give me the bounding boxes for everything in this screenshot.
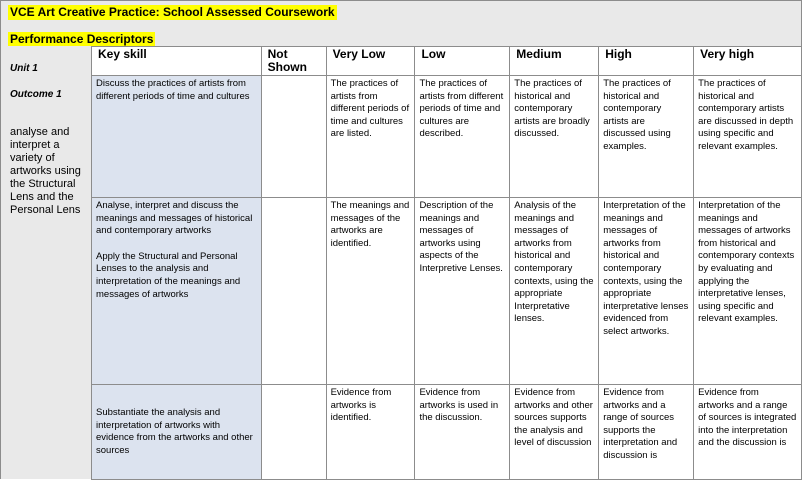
very-low-cell: Evidence from artworks is identified. bbox=[326, 385, 415, 480]
column-header-very-low: Very Low bbox=[326, 47, 415, 76]
page-header bbox=[0, 0, 802, 46]
key-skill-cell bbox=[92, 198, 262, 385]
column-header-key-skill: Key skill bbox=[92, 47, 262, 76]
key-skill-text: Discuss the practices of artists from different periods of time and cultures bbox=[96, 78, 250, 102]
document-title: VCE Art Creative Practice: School Assessed Coursework bbox=[10, 5, 335, 19]
low-cell: The practices of artists from different periods of time and cultures are described. bbox=[415, 76, 510, 198]
column-header-not-shown: Not Shown bbox=[261, 47, 326, 76]
very-high-cell: Evidence from artworks and a range of sources is integrated into the interpretation and the discussion is bbox=[694, 385, 802, 480]
key-skill-text: Analyse, interpret and discuss the meanings and messages of historical and contemporary artworks bbox=[96, 200, 253, 237]
low-cell: Description of the meanings and messages of artworks using aspects of the Interpretive Lenses. bbox=[415, 198, 510, 385]
unit-label: Unit 1 bbox=[10, 63, 38, 74]
unit-outcome-column bbox=[0, 46, 91, 479]
high-cell: The practices of historical and contemporary artists are discussed using examples. bbox=[599, 76, 694, 198]
column-header-medium: Medium bbox=[510, 47, 599, 76]
very-high-cell: Interpretation of the meanings and messages of artworks from historical and contemporary contexts by evaluating and applying the interpretative lenses, using specific and relevant examples. bbox=[694, 198, 802, 385]
low-cell: Evidence from artworks is used in the discussion. bbox=[415, 385, 510, 480]
outcome-label: Outcome 1 bbox=[10, 89, 62, 100]
column-header-low: Low bbox=[415, 47, 510, 76]
column-header-high: High bbox=[599, 47, 694, 76]
not-shown-cell bbox=[261, 385, 326, 480]
key-skill-cell bbox=[92, 385, 262, 480]
key-skill-text: Apply the Structural and Personal Lenses to the analysis and interpretation of the meanings and messages of artworks bbox=[96, 250, 241, 300]
key-skill-text: Substantiate the analysis and interpretation of artworks with evidence from the artworks and other sources bbox=[96, 407, 253, 456]
table-row bbox=[92, 385, 802, 480]
very-low-cell: The practices of artists from different periods of time and cultures are listed. bbox=[326, 76, 415, 198]
not-shown-cell bbox=[261, 76, 326, 198]
not-shown-cell bbox=[261, 198, 326, 385]
very-high-cell: The practices of historical and contemporary artists are discussed in depth using specific and relevant examples. bbox=[694, 76, 802, 198]
table-row bbox=[92, 76, 802, 198]
table-row bbox=[92, 198, 802, 385]
medium-cell: Evidence from artworks and other sources supports the analysis and level of discussion bbox=[510, 385, 599, 480]
key-skill-cell bbox=[92, 76, 262, 198]
high-cell: Interpretation of the meanings and messages of artworks from historical and contemporary contexts, using the appropriate interpretative lenses evidenced from select artworks. bbox=[599, 198, 694, 385]
column-header-very-high: Very high bbox=[694, 47, 802, 76]
section-subtitle: Performance Descriptors bbox=[10, 32, 154, 46]
medium-cell: The practices of historical and contemporary artists are broadly discussed. bbox=[510, 76, 599, 198]
high-cell: Evidence from artworks and a range of sources supports the interpretation and discussion is bbox=[599, 385, 694, 480]
performance-descriptors-table bbox=[91, 46, 802, 480]
table-header-row bbox=[92, 47, 802, 76]
outcome-description: analyse and interpret a variety of artworks using the Structural Lens and the Personal Lens bbox=[10, 126, 81, 216]
medium-cell: Analysis of the meanings and messages of artworks from historical and contemporary contexts, using the appropriate Interpretative lenses. bbox=[510, 198, 599, 385]
very-low-cell: The meanings and messages of the artworks are identified. bbox=[326, 198, 415, 385]
